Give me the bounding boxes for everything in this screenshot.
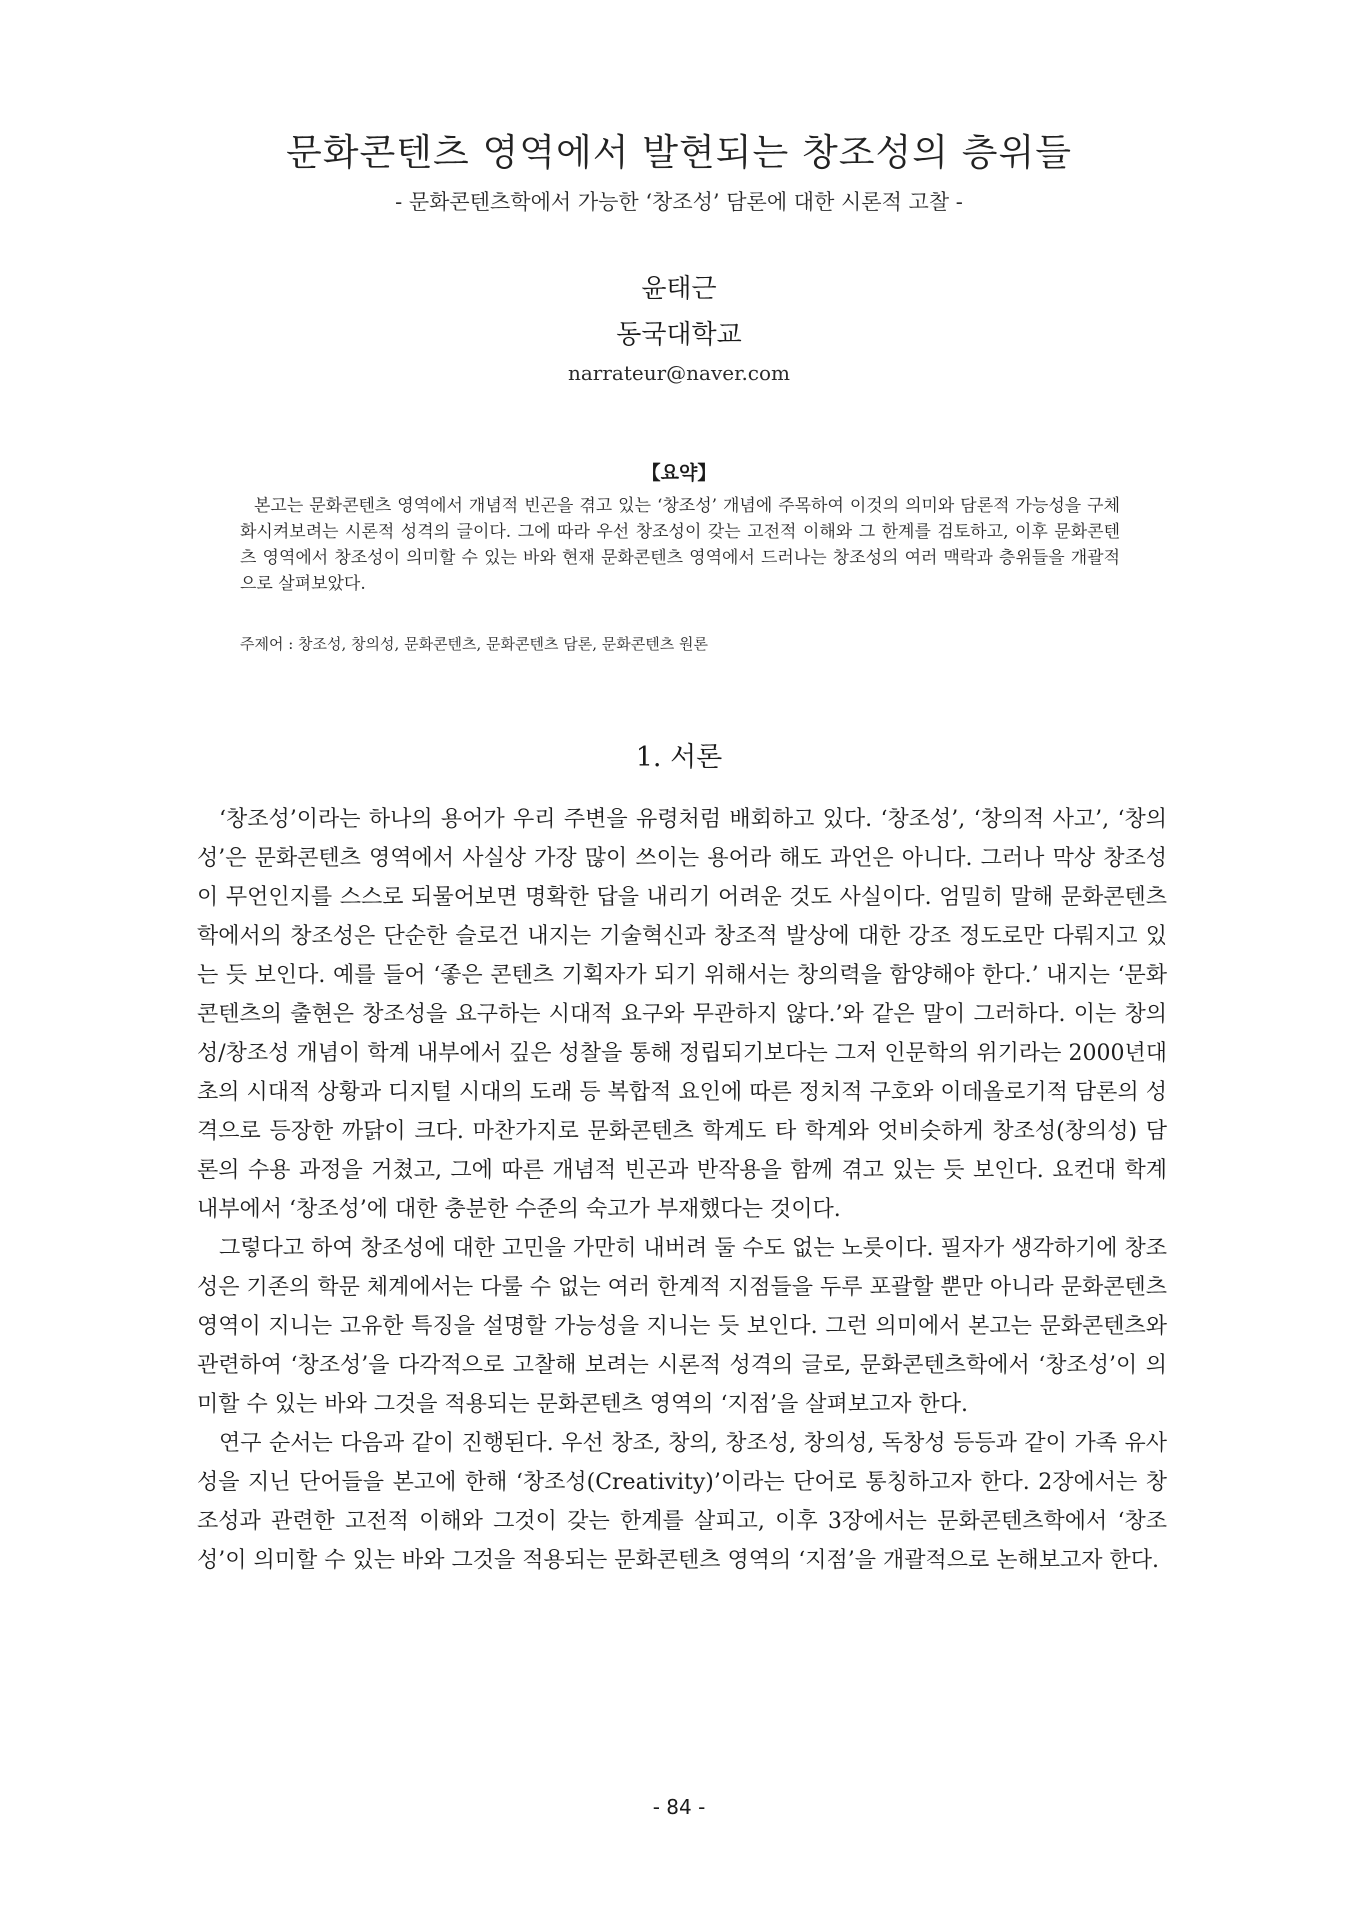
author-affiliation: 동국대학교 bbox=[616, 320, 742, 350]
page-number: - 84 - bbox=[652, 1795, 706, 1819]
section-heading: 1. 서론 bbox=[635, 742, 723, 773]
body-paragraph: 그렇다고 하여 창조성에 대한 고민을 가만히 내버려 둘 수도 없는 노릇이다. 필자가 생각하기에 창조성은 기존의 학문 체계에서는 다룰 수 없는 여러 한계적 지점들을 두루 포괄할 뿐만 아니라 문화콘텐츠 영역이 지니는 고유한 특징을 설명할 가능성을 지니는 듯 보인다. 그런 의미에서 본고는 문화콘텐츠와 관련하여 ‘창조성’을 다각적으로 고찰해 보려는 시론적 성격의 글로, 문화콘텐츠학에서 ‘창조성’이 의미할 수 있는 바와 그것을 적용되는 문화콘텐츠 영역의 ‘지점’을 살펴보고자 한다. bbox=[197, 1236, 1167, 1417]
section-body bbox=[197, 800, 1167, 1580]
abstract-text: 본고는 문화콘텐츠 영역에서 개념적 빈곤을 겪고 있는 ‘창조성’ 개념에 주목하여 이것의 의미와 담론적 가능성을 구체화시켜보려는 시론적 성격의 글이다. 그에 따라 우선 창조성이 갖는 고전적 이해와 그 한계를 검토하고, 이후 문화콘텐츠 영역에서 창조성이 의미할 수 있는 바와 현재 문화콘텐츠 영역에서 드러나는 창조성의 여러 맥락과 층위들을 개괄적으로 살펴보았다. bbox=[240, 496, 1120, 594]
body-paragraph: 연구 순서는 다음과 같이 진행된다. 우선 창조, 창의, 창조성, 창의성, 독창성 등등과 같이 가족 유사성을 지닌 단어들을 본고에 한해 ‘창조성(Creativity)’이라는 단어로 통칭하고자 한다. 2장에서는 창조성과 관련한 고전적 이해와 그것이 갖는 한계를 살피고, 이후 3장에서는 문화콘텐츠학에서 ‘창조성’이 의미할 수 있는 바와 그것을 적용되는 문화콘텐츠 영역의 ‘지점’을 개괄적으로 논해보고자 한다. bbox=[197, 1431, 1167, 1573]
body-paragraph: ‘창조성’이라는 하나의 용어가 우리 주변을 유령처럼 배회하고 있다. ‘창조성’, ‘창의적 사고’, ‘창의성’은 문화콘텐츠 영역에서 사실상 가장 많이 쓰이는 용어라 해도 과언은 아니다. 그러나 막상 창조성이 무언인지를 스스로 되물어보면 명확한 답을 내리기 어려운 것도 사실이다. 엄밀히 말해 문화콘텐츠학에서의 창조성은 단순한 슬로건 내지는 기술혁신과 창조적 발상에 대한 강조 정도로만 다뤄지고 있는 듯 보인다. 예를 들어 ‘좋은 콘텐츠 기획자가 되기 위해서는 창의력을 함양해야 한다.’ 내지는 ‘문화콘텐츠의 출현은 창조성을 요구하는 시대적 요구와 무관하지 않다.’와 같은 말이 그러하다. 이는 창의성/창조성 개념이 학계 내부에서 깊은 성찰을 통해 정립되기보다는 그저 인문학의 위기라는 2000년대 초의 시대적 상황과 디지털 시대의 도래 등 복합적 요인에 따른 정치적 구호와 이데올로기적 담론의 성격으로 등장한 까닭이 크다. 마찬가지로 문화콘텐츠 학계도 타 학계와 엇비슷하게 창조성(창의성) 담론의 수용 과정을 거쳤고, 그에 따른 개념적 빈곤과 반작용을 함께 겪고 있는 듯 보인다. 요컨대 학계 내부에서 ‘창조성’에 대한 충분한 수준의 숙고가 부재했다는 것이다. bbox=[197, 807, 1167, 1222]
abstract-heading: 【요약】 bbox=[641, 462, 717, 484]
paper-subtitle: - 문화콘텐츠학에서 가능한 ‘창조성’ 담론에 대한 시론적 고찰 - bbox=[395, 190, 963, 214]
author-email: narrateur@naver.com bbox=[567, 361, 791, 385]
author-name: 윤태근 bbox=[641, 274, 717, 304]
paper-title: 문화콘텐츠 영역에서 발현되는 창조성의 층위들 bbox=[286, 131, 1072, 174]
keywords-line: 주제어 : 창조성, 창의성, 문화콘텐츠, 문화콘텐츠 담론, 문화콘텐츠 원론 bbox=[240, 635, 708, 653]
